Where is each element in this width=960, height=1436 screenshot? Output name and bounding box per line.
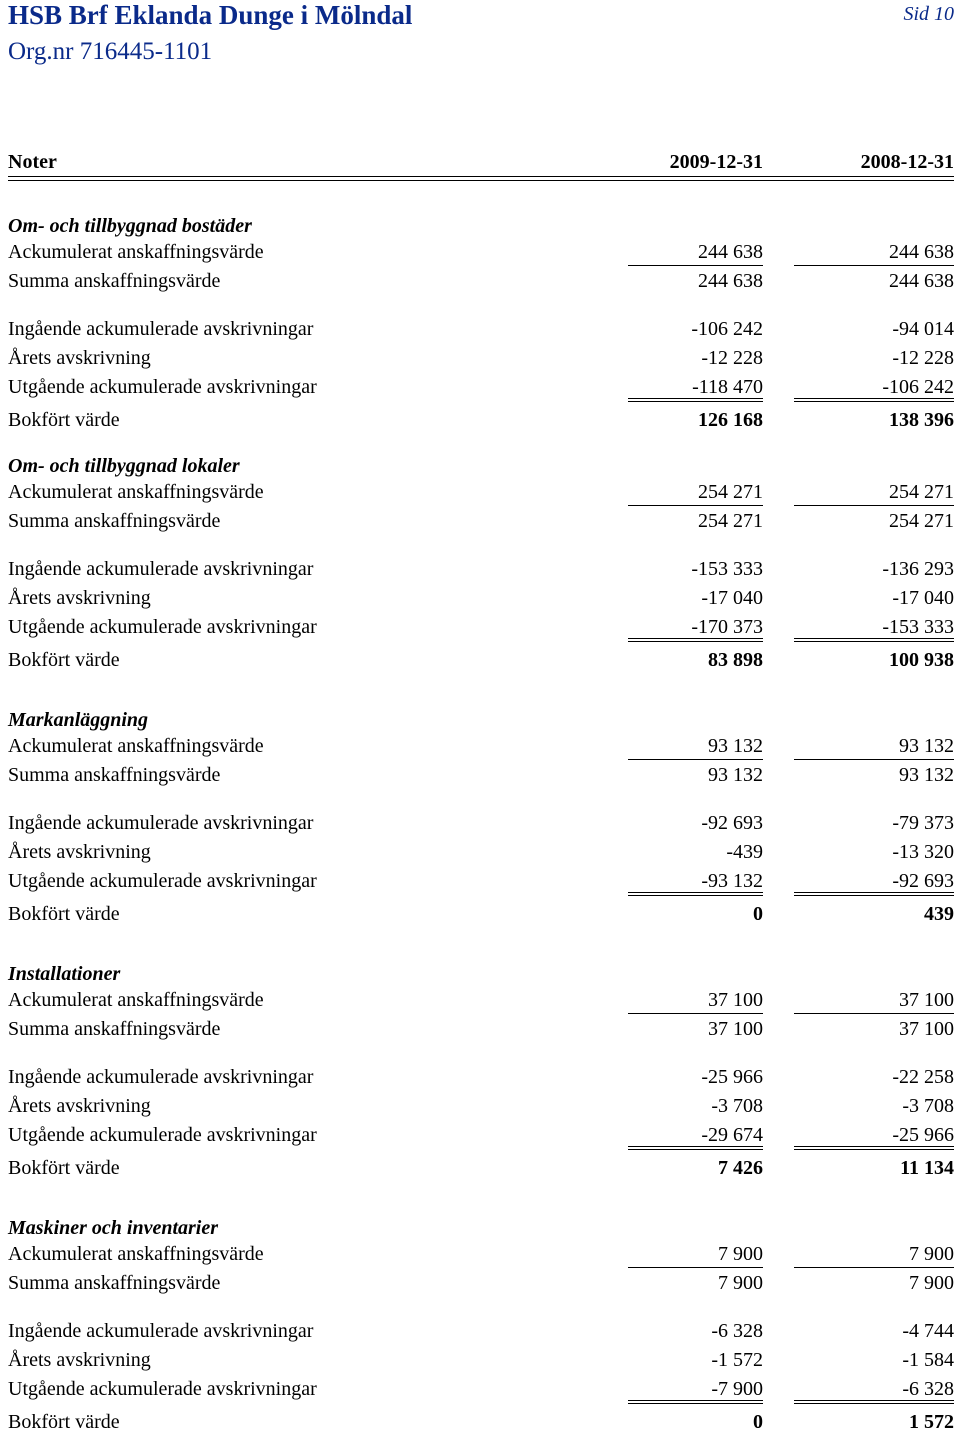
row-label: Ackumulerat anskaffningsvärde [8, 481, 264, 503]
sum-acquisition-row [8, 267, 954, 295]
value-2008: 439 [924, 903, 954, 925]
closing-depreciation-row [8, 1121, 954, 1149]
value-2009: -12 228 [701, 347, 763, 369]
value-2009: 0 [753, 903, 763, 925]
row-label: Årets avskrivning [8, 587, 151, 609]
value-2008: -6 328 [794, 1375, 954, 1404]
value-2009: -93 132 [628, 867, 763, 896]
row-label: Summa anskaffningsvärde [8, 1018, 221, 1040]
closing-depreciation-row [8, 1375, 954, 1403]
value-2009: 254 271 [628, 478, 763, 506]
notes-column-header [8, 148, 954, 176]
section-title: Om- och tillbyggnad lokaler [8, 455, 240, 477]
value-2009: 93 132 [708, 764, 763, 786]
value-2008: 93 132 [794, 732, 954, 760]
section-title: Om- och tillbyggnad bostäder [8, 215, 252, 237]
value-2008: 254 271 [889, 510, 954, 532]
value-2008: 254 271 [794, 478, 954, 506]
value-2008: 7 900 [909, 1272, 954, 1294]
value-2009: -92 693 [701, 812, 763, 834]
document-title: HSB Brf Eklanda Dunge i Mölndal [8, 0, 413, 30]
closing-depreciation-row [8, 867, 954, 895]
sum-acquisition-row [8, 1269, 954, 1297]
value-2008: 138 396 [889, 409, 954, 431]
annual-depreciation-row [8, 838, 954, 866]
row-label: Utgående ackumulerade avskrivningar [8, 1124, 317, 1146]
annual-depreciation-row [8, 1346, 954, 1374]
value-2009: -6 328 [711, 1320, 763, 1342]
acquisition-value-row [8, 986, 954, 1014]
value-2008: -12 228 [892, 347, 954, 369]
value-2008: -92 693 [794, 867, 954, 896]
notes-label: Noter [8, 151, 57, 173]
row-label: Utgående ackumulerade avskrivningar [8, 1378, 317, 1400]
row-label: Bokfört värde [8, 649, 120, 671]
value-2009: 7 900 [718, 1272, 763, 1294]
row-label: Ingående ackumulerade avskrivningar [8, 1320, 314, 1342]
row-label: Summa anskaffningsvärde [8, 764, 221, 786]
opening-depreciation-row [8, 555, 954, 583]
value-2009: -170 373 [628, 613, 763, 642]
row-label: Bokfört värde [8, 1157, 120, 1179]
row-label: Bokfört värde [8, 903, 120, 925]
book-value-row [8, 406, 954, 434]
value-2009: 126 168 [698, 409, 763, 431]
value-2008: 100 938 [889, 649, 954, 671]
row-label: Ackumulerat anskaffningsvärde [8, 989, 264, 1011]
value-2008: -3 708 [902, 1095, 954, 1117]
value-2008: 1 572 [909, 1411, 954, 1433]
row-label: Ackumulerat anskaffningsvärde [8, 735, 264, 757]
sum-acquisition-row [8, 761, 954, 789]
value-2008: 7 900 [794, 1240, 954, 1268]
value-2008: -153 333 [794, 613, 954, 642]
value-2009: 244 638 [698, 270, 763, 292]
annual-depreciation-row [8, 1092, 954, 1120]
value-2009: -118 470 [628, 373, 763, 402]
value-2008: 11 134 [900, 1157, 954, 1179]
book-value-row [8, 1408, 954, 1436]
closing-depreciation-row [8, 613, 954, 641]
value-2009: -3 708 [711, 1095, 763, 1117]
row-label: Summa anskaffningsvärde [8, 1272, 221, 1294]
row-label: Bokfört värde [8, 409, 120, 431]
value-2008: -22 258 [892, 1066, 954, 1088]
value-2008: 37 100 [899, 1018, 954, 1040]
value-2008: 93 132 [899, 764, 954, 786]
closing-depreciation-row [8, 373, 954, 401]
value-2009: -153 333 [691, 558, 763, 580]
sum-acquisition-row [8, 1015, 954, 1043]
value-2008: -94 014 [892, 318, 954, 340]
value-2009: 244 638 [628, 238, 763, 266]
acquisition-value-row [8, 478, 954, 506]
value-2009: -29 674 [628, 1121, 763, 1150]
value-2008: -1 584 [902, 1349, 954, 1371]
value-2008: -79 373 [892, 812, 954, 834]
opening-depreciation-row [8, 1317, 954, 1345]
row-label: Årets avskrivning [8, 841, 151, 863]
value-2008: 37 100 [794, 986, 954, 1014]
row-label: Summa anskaffningsvärde [8, 510, 221, 532]
value-2008: -106 242 [794, 373, 954, 402]
value-2008: -4 744 [902, 1320, 954, 1342]
value-2009: 93 132 [628, 732, 763, 760]
value-2009: -1 572 [711, 1349, 763, 1371]
row-label: Bokfört värde [8, 1411, 120, 1433]
value-2008: 244 638 [889, 270, 954, 292]
value-2008: -25 966 [794, 1121, 954, 1150]
header-double-rule [8, 176, 954, 181]
value-2009: -106 242 [691, 318, 763, 340]
book-value-row [8, 900, 954, 928]
annual-depreciation-row [8, 344, 954, 372]
row-label: Ackumulerat anskaffningsvärde [8, 1243, 264, 1265]
page-number: Sid 10 [903, 3, 954, 25]
value-2008: -17 040 [892, 587, 954, 609]
row-label: Årets avskrivning [8, 1349, 151, 1371]
value-2008: -136 293 [882, 558, 954, 580]
value-2008: 244 638 [794, 238, 954, 266]
section-title: Installationer [8, 963, 121, 985]
value-2009: 0 [753, 1411, 763, 1433]
value-2009: -7 900 [628, 1375, 763, 1404]
value-2009: 254 271 [698, 510, 763, 532]
sum-acquisition-row [8, 507, 954, 535]
value-2009: 7 426 [718, 1157, 763, 1179]
section-title: Markanläggning [8, 709, 149, 731]
opening-depreciation-row [8, 1063, 954, 1091]
row-label: Årets avskrivning [8, 1095, 151, 1117]
row-label: Ingående ackumulerade avskrivningar [8, 558, 314, 580]
annual-depreciation-row [8, 584, 954, 612]
page-header [8, 0, 954, 72]
org-number: Org.nr 716445-1101 [8, 38, 213, 65]
opening-depreciation-row [8, 315, 954, 343]
value-2009: 37 100 [628, 986, 763, 1014]
row-label: Utgående ackumulerade avskrivningar [8, 376, 317, 398]
value-2009: 37 100 [708, 1018, 763, 1040]
row-label: Utgående ackumulerade avskrivningar [8, 870, 317, 892]
book-value-row [8, 646, 954, 674]
row-label: Utgående ackumulerade avskrivningar [8, 616, 317, 638]
row-label: Ackumulerat anskaffningsvärde [8, 241, 264, 263]
book-value-row [8, 1154, 954, 1182]
row-label: Ingående ackumulerade avskrivningar [8, 812, 314, 834]
column-2009: 2009-12-31 [669, 151, 763, 173]
row-label: Summa anskaffningsvärde [8, 270, 221, 292]
value-2008: -13 320 [892, 841, 954, 863]
opening-depreciation-row [8, 809, 954, 837]
value-2009: -25 966 [701, 1066, 763, 1088]
row-label: Ingående ackumulerade avskrivningar [8, 1066, 314, 1088]
acquisition-value-row [8, 732, 954, 760]
value-2009: -439 [726, 841, 763, 863]
value-2009: -17 040 [701, 587, 763, 609]
column-2008: 2008-12-31 [860, 151, 954, 173]
acquisition-value-row [8, 1240, 954, 1268]
value-2009: 7 900 [628, 1240, 763, 1268]
section-title: Maskiner och inventarier [8, 1217, 219, 1239]
row-label: Ingående ackumulerade avskrivningar [8, 318, 314, 340]
value-2009: 83 898 [708, 649, 763, 671]
acquisition-value-row [8, 238, 954, 266]
row-label: Årets avskrivning [8, 347, 151, 369]
